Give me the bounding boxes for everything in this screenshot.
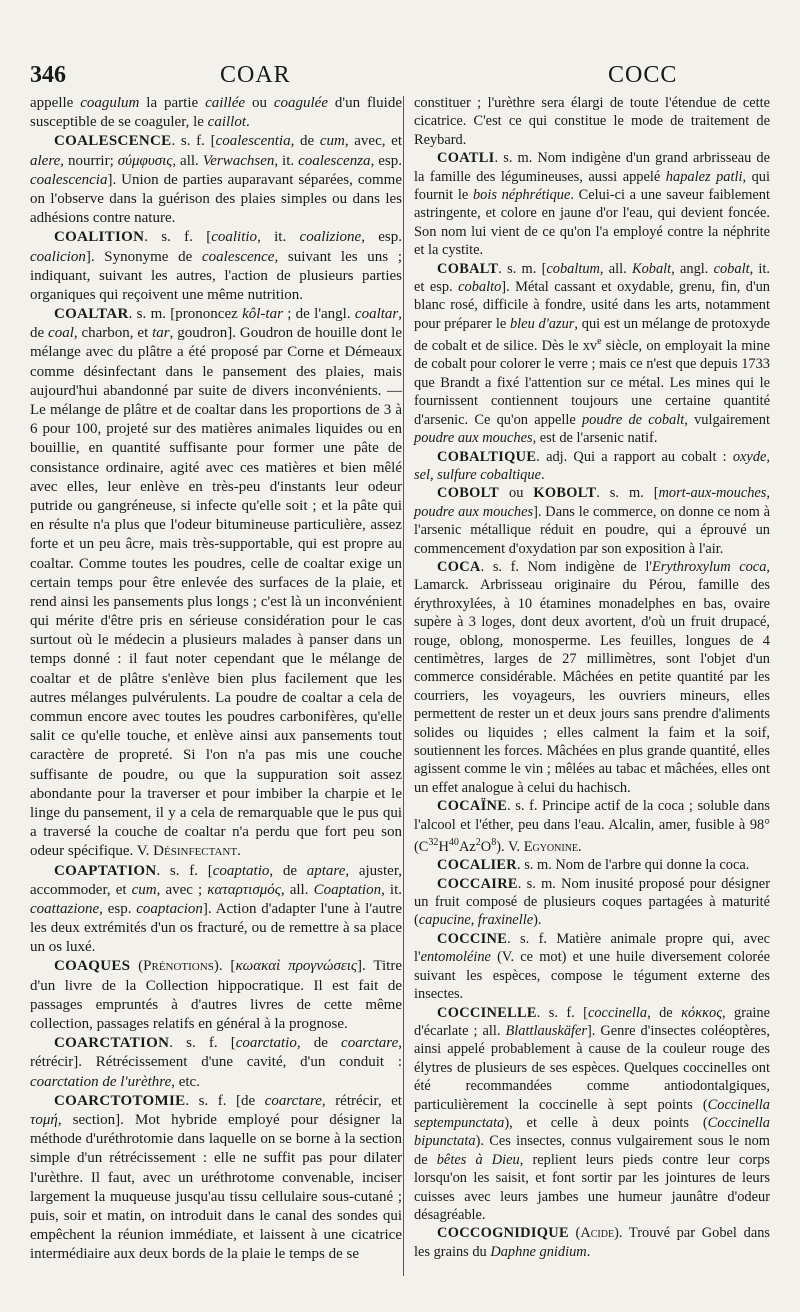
italic-text: cobaltum [546,260,600,277]
entry-text: , all. [172,152,203,169]
italic-text: coaltar [354,306,399,323]
entry-text: . s. m. [ [596,485,659,502]
entry-text: , it. [257,229,300,246]
entry-text: ]. Métal cassant et oxydable, grenu, fin, d'un blanc rosé, difficile à fondre, usité dans les arts, notamment pour préparer le [414,279,770,332]
dictionary-entry [414,1004,770,1225]
dictionary-entry [30,305,402,861]
italic-text: Blattlauskäfer [505,1022,588,1039]
entry-text: . [246,114,250,131]
entry-text: siècle, on employait la mine de cobalt pour colorer le verre ; mais ce n'est que depuis 1733 que Brandt a fixé l'attention sur ce métal. Les mines qui le fournissent contiennent toujours une certaine quantité d'arsenic. Ce qu'on appelle [414,338,770,428]
dictionary-entry [30,132,402,228]
entry-text: . s. f. [ [144,229,212,246]
italic-text: aptare [306,862,346,879]
dictionary-entry [414,1224,770,1261]
dictionary-entry [414,875,770,930]
entry-headword: COCA [437,558,481,575]
entry-text: . s. m. [ [498,260,547,277]
entry-headword: COARCTATION [54,1035,170,1052]
entry-text: ). [533,912,542,929]
entry-headword: COCCINE [437,930,508,947]
italic-text: coalescencia [30,171,108,188]
entry-text: , esp. [99,900,137,917]
entry-headword: COCCINELLE [437,1004,537,1021]
entry-headword: COCAÏNE [437,798,508,815]
entry-text: , de [269,862,307,879]
entry-text: ]. Dans le commerce, on donne ce nom à l'arsenic métallique réduit en poudre, qui a éprouvé un commencement d'oxydation par son exposition à l'air. [414,503,770,557]
continued-entry-text [414,94,770,149]
entry-text: , est de l'arsenic natif. [532,430,658,447]
dictionary-entry [414,930,770,1004]
entry-text: ]. Action d'adapter l'une à l'autre les deux extrémités d'un os fracturé, ou de remettre à sa place un os luxé. [30,900,402,956]
entry-headword: COATLI [437,150,495,167]
entry-text: ou [499,485,534,502]
italic-text: τομή [30,1111,58,1128]
italic-text: coal [48,325,74,342]
italic-text: coalicion [30,248,86,265]
entry-text: , de [296,1035,342,1052]
page-number: 346 [30,62,66,88]
dictionary-entry [414,558,770,797]
italic-text: Coccinella bipunctata [414,1114,770,1150]
entry-text: . [540,466,545,483]
entry-text: , graine d'écarlate ; all. [414,1004,770,1039]
entry-text: , all. [599,260,632,277]
italic-text: capucine, fraxinelle [418,912,534,929]
entry-headword: KOBOLT [533,485,597,502]
entry-text: . s. f. [ [171,133,216,150]
italic-text: cum [319,133,345,150]
italic-text: κόκκος [681,1004,723,1021]
entry-text: ]. Union de parties auparavant séparées, comme on l'observe dans la guérison des plaies simples ou dans les adhésions contre nature. [30,171,402,227]
entry-text: . [237,843,241,860]
left-column [30,94,402,1264]
entry-text: . s. m. [prononcez [128,306,243,323]
superscript: e [597,336,602,348]
entry-text: la partie [139,95,206,111]
italic-text: entomoléine [420,949,491,966]
entry-text: Az [458,838,476,855]
superscript: 32 [428,837,439,849]
entry-text: ). [ [213,958,236,975]
entry-text: . s. m. Nom indigène d'un grand arbrisseau de la famille des légumineuses, aussi appelé [414,150,770,185]
entry-text: . s. f. [de [185,1092,265,1109]
italic-text: coccinella [587,1004,648,1021]
entry-headword: COALESCENCE [54,133,172,150]
small-caps-text: Prénotions [143,958,214,975]
entry-text: , charbon, et [73,325,153,342]
italic-text: Erythroxylum coca [652,558,767,575]
italic-text: kôl-tar [242,306,283,323]
entry-text: , Lamarck. Arbrisseau originaire du Pérou, famille des érythroxylées, à 10 étamines monadelphes en bas, ovaire supère à 3 loges, dont deux avortent, d'où un fruit drupacé, rouge, oblong, monosperme. Les feuilles, longues de 4 centimètres, larges de 27 millimètres, sont l'objet d'un commerce considérable. Mâchées en petite quantité par les courriers, les voyageurs, les ouvriers mineurs, elles permettent de rester un et deux jours sans prendre d'aliments solides ou liquides ; elles calment la faim et la soif, soutiennent les forces. Mâchées en plus grande quantité, elles agissent comme le vin ; mêlées au tabac et mâchées, elles ont un effet analogue à celui du hachisch. [414,558,771,796]
entry-text: , esp. [370,152,402,169]
entry-headword: COAPTATION [54,862,157,879]
dictionary-entry [30,228,402,305]
entry-text: , rétrécir]. Rétrécissement d'une cavité, d'un conduit : [30,1035,402,1071]
italic-text: hapalez patli [665,168,743,185]
italic-text: alere [30,152,61,169]
entry-text: , suivant les uns ; indiquant, suivant les autres, l'action de plusieurs parties organiques qui reçoivent une même nutrition. [30,248,402,303]
entry-text: O [480,838,492,855]
italic-text: coalescentia [215,133,291,150]
dictionary-entry [414,797,770,856]
entry-text: . s. m. Nom de l'arbre qui donne la coca. [517,857,750,874]
italic-text: poudre de cobalt [581,411,685,428]
italic-text: Verwachsen [202,152,275,169]
entry-headword: COALITION [54,229,145,246]
entry-text: , de [647,1004,682,1021]
italic-text: coarctation de l'urèthre [30,1073,172,1090]
right-running-head: COCC [608,62,678,88]
entry-text: . s. f. Matière animale propre qui, avec l' [414,930,770,966]
italic-text: κωακαὶ προγνώσεις [235,958,358,975]
italic-text: coagulée [273,95,328,111]
entry-text: H [438,838,449,855]
entry-text: , nourrir; [60,152,118,169]
entry-text: , it. et esp. [414,260,770,296]
right-column [414,94,770,1261]
dictionary-entry [414,856,770,874]
italic-text: poudre aux mouches [414,430,533,447]
italic-text: Daphne gnidium [490,1243,587,1260]
italic-text: mort-aux-mouches, poudre aux mouches [414,485,770,520]
italic-text: coaptacion [136,900,203,917]
dictionary-entry [30,1034,402,1092]
entry-text: , section]. Mot hybride employé pour désigner la méthode d'uréthrotomie dans laquelle on se borne à la section simple d'un rétrécissement : elle ne suffit pas pour dilater l'urèthre. Il faut, avec un uréthrotome convenable, inciser largement la muqueuse jusqu'au tissu cellulaire sous-cutané ; puis, soir et matin, on introduit dans le canal des sondes qui empêchent la réunion immédiate, et laissent à une cicatrice intermédiaire aux deux bords de la plaie le temps de se [30,1111,402,1263]
entry-text: . s. f. Principe actif de la coca ; soluble dans l'alcool et l'éther, peu dans l'eau. Alcalin, amer, fusible à 98° (C [414,798,770,855]
dictionary-entry [30,1092,402,1265]
italic-text: coalizione [299,229,362,246]
dictionary-entry [414,260,770,448]
italic-text: caillot [207,114,246,131]
entry-text: , qui fournit le [414,168,771,204]
italic-text: coattazione [30,900,100,917]
entry-text: , qui est un mélange de protoxyde de cobalt et de silice. Dès le xv [414,315,770,355]
entry-text: , it. [381,881,403,898]
entry-text: . s. f. [ [536,1004,588,1021]
small-caps-text: Egyonine [523,838,579,855]
italic-text: cum [131,881,157,898]
column-divider [403,96,404,1276]
italic-text: cobalto [458,279,502,296]
entry-text: . [586,1243,591,1260]
italic-text: coarctare [341,1035,399,1052]
entry-headword: COCCAIRE [437,875,518,892]
dictionary-entry [30,862,402,958]
italic-text: caillée [205,95,246,111]
entry-text: ; de l'angl. [282,306,355,323]
italic-text: καταρτισμός [207,881,281,898]
small-caps-text: Acide [580,1225,615,1242]
entry-text: , ajuster, accommoder, et [30,862,402,898]
dictionary-entry [414,448,770,485]
italic-text: coarctatio [235,1035,297,1052]
entry-text: . [578,838,582,855]
entry-text: , rétrécir, et [321,1092,402,1109]
entry-text: , de [30,306,402,342]
entry-text: . Celui-ci a une saveur faiblement astringente, et colore en jaune d'or l'eau, qui devient foncée. Son nom lui vient de ce qu'on l'a employé contre la néphrite et la cystite. [414,187,771,259]
entry-text: ). Ces insectes, connus vulgairement sous le nom de [414,1133,770,1168]
entry-headword: COAQUES [54,958,131,975]
entry-text: ). Trouvé par Gobel dans les grains du [414,1225,770,1260]
entry-text: , vulgairement [684,411,771,428]
entry-text: ]. Genre d'insectes coléoptères, ainsi appelé probablement à cause de la couleur rouge des élytres de plusieurs de ses espèces. Quelques coccinelles ont été recommandées comme antiodontalgiques, particulièrement la coccinelle à sept points ( [414,1022,770,1113]
entry-text: , avec ; [156,881,208,898]
entry-text: , it. [274,152,299,169]
entry-text: . s. f. [ [156,862,213,879]
entry-text: . adj. Qui a rapport au cobalt : [536,448,733,465]
entry-headword: COBOLT [437,485,500,502]
dictionary-entry [414,149,770,259]
left-running-head: COAR [220,62,291,88]
entry-text: (V. ce mot) et une huile diversement colorée suivant les espèces, compose le tégument externe des insectes. [414,949,770,1003]
entry-text: . s. f. Nom indigène de l' [480,558,653,575]
entry-text: appelle [30,95,81,111]
italic-text: Kobalt [631,260,672,277]
entry-text: constituer ; l'urèthre sera élargi de toute l'étendue de cette cicatrice. C'est ce qui constitue le mode de traitement de Reybard. [414,95,770,148]
dictionary-entry [414,484,770,558]
italic-text: cobalt [713,260,750,277]
superscript: 40 [448,837,459,849]
small-caps-text: Désinfectant [153,843,238,860]
italic-text: coalescenza [298,152,371,169]
entry-headword: COARCTOTOMIE [54,1092,186,1109]
entry-text: , angl. [671,260,714,277]
entry-text: . s. m. Nom inusité proposé pour désigner un fruit composé de plusieurs coques partagées à maturité ( [414,875,770,929]
italic-text: coarctare [264,1092,322,1109]
entry-text: d'un fluide susceptible de se coaguler, le [30,95,402,131]
entry-text: , de [290,133,320,150]
entry-headword: COCALIER [437,857,517,874]
entry-headword: COCCOGNIDIQUE [437,1225,569,1242]
italic-text: oxyde, sel, sulfure cobaltique [414,448,770,483]
italic-text: bois néphrétique [472,187,571,204]
italic-text: bleu d'azur [509,315,575,332]
dictionary-entry [30,957,402,1034]
entry-text: , etc. [171,1073,200,1090]
italic-text: coalitio [211,229,258,246]
italic-text: bêtes à Dieu [436,1151,520,1168]
italic-text: tar [152,325,170,342]
entry-headword: COBALT [437,260,499,277]
entry-text: ]. Synonyme de [85,248,202,265]
entry-headword: COBALTIQUE [437,448,537,465]
italic-text: σύμφυσις [117,152,173,169]
entry-text: , replient leurs pieds contre leur corps lorsqu'on les saisit, et font sortir par les jointures de leurs cuisses avec leurs jambes une humeur jaunâtre d'odeur désagréable. [414,1151,771,1223]
continued-entry-text [30,94,402,132]
entry-headword: COALTAR [54,306,129,323]
italic-text: coaptatio [212,862,270,879]
italic-text: Coaptation [313,881,382,898]
italic-text: Coccinella septempunctata [414,1096,770,1131]
entry-text: ]. Titre d'un livre de la Collection hippocratique. Il est fait de passages empruntés à d'autres livres de cette même collection, passages relatifs en général à la prognose. [30,958,402,1032]
entry-text: ). V. [496,838,524,855]
entry-text: ( [568,1225,581,1242]
entry-text: , all. [280,881,314,898]
page-header [30,62,772,94]
entry-text: , goudron]. Goudron de houille dont le mélange avec du plâtre a été proposé par Corne et Démeaux comme désinfectant dans le pansement des plaies, mais aujourd'hui abandonné par suite de divers inconvénients. — Le mélange de plâtre et de coaltar dans les proportions de 3 à 6 pour 100, projeté sur des matières animales liquides ou en bouillie, en quantité suffisante pour former une pâte de consistance ordinaire, agité avec ces matières et bien mêlé avec elles, leur enlève en très-peu d'instants leur odeur putride ou gangréneuse, si infecte qu'elle soit ; et la pâte qui en résulte n'a plus que l'odeur bitumineuse particulière, assez forte et un peu âcre, mais très-supportable, qui est propre au coaltar. Comme toutes les poudres, celle de coaltar exige un certain temps pour être enlevée des surfaces de la plaie, et rend ainsi les pansements plus longs ; c'est là un inconvénient qui mérite d'être pris en sérieuse considération pour le cas surtout où le médecin a plusieurs malades à panser dans un temps donné : il faut noter cependant que le mélange de coaltar et de plâtre s'enlève bien plus facilement que les autres mélanges pulvérulents. La poudre de coaltar a cela de commun encore avec toutes les poudres carbonifères, qu'elle salit ce qu'elle touche, et enlève ainsi aux pansements tout caractère de propreté. Si l'on n'a pas mis une couche suffisante de poudre, ou que la suppuration soit assez abondante pour la traverser et pour imbiber la charpie et le linge du pansement, il y a cela de remarquable que le pus qui a traversé la couche de coaltar n'a perdu que fort peu son odeur spécifique. V. [30,325,402,860]
superscript: 8 [491,837,497,849]
entry-text: . s. f. [ [169,1035,236,1052]
entry-text: ou [245,95,274,111]
superscript: 2 [475,837,481,849]
italic-text: coalescence [202,248,275,265]
entry-text: ), et celle à deux points ( [504,1114,708,1131]
entry-text: , esp. [361,229,402,246]
italic-text: coagulum [80,95,140,111]
entry-text: , avec, et [344,133,402,150]
entry-text: ( [130,958,144,975]
